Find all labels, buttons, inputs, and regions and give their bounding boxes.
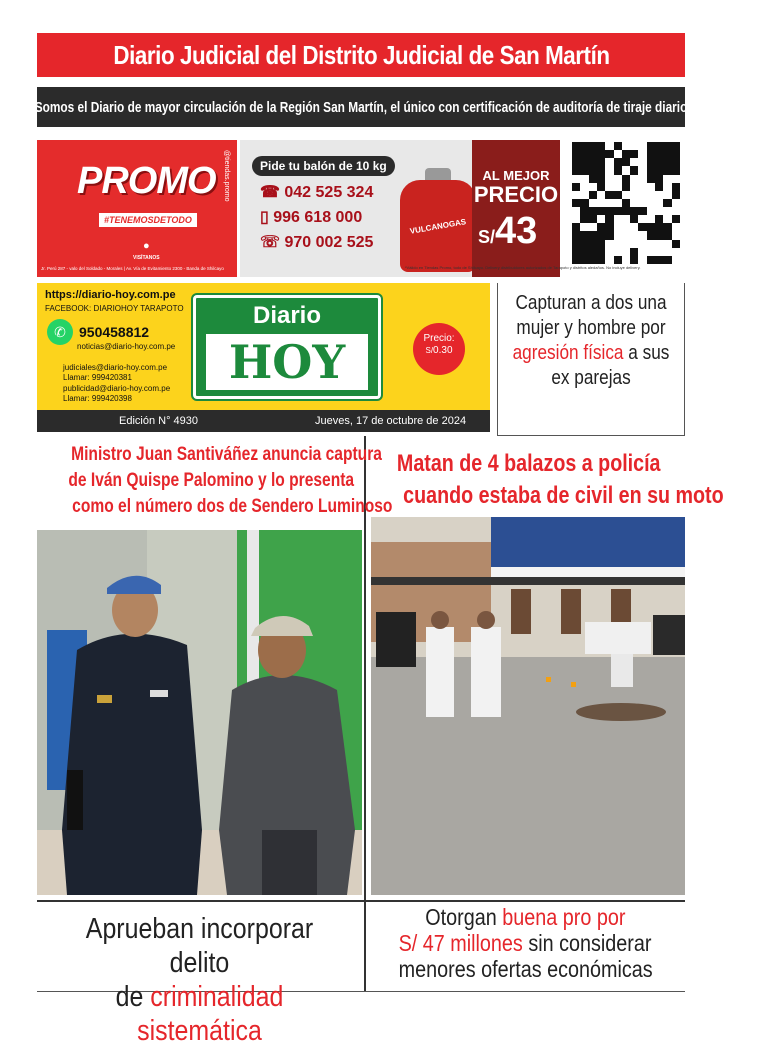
qr-module: [672, 231, 680, 239]
qr-module: [572, 183, 580, 191]
qr-module: [597, 248, 605, 256]
qr-module: [597, 199, 605, 207]
whatsapp-icon: ☏: [260, 234, 285, 251]
qr-module: [580, 223, 588, 231]
qr-module: [630, 256, 638, 264]
logo-hoy-box: [206, 334, 368, 390]
qr-module: [672, 142, 680, 150]
qr-module: [605, 199, 613, 207]
gas-prompt: Pide tu balón de 10 kg: [252, 156, 395, 176]
qr-module: [663, 248, 671, 256]
qr-module: [655, 248, 663, 256]
qr-module: [622, 199, 630, 207]
ads-email[interactable]: publicidad@diario-hoy.com.pe: [63, 384, 171, 393]
qr-module: [655, 223, 663, 231]
qr-module: [597, 166, 605, 174]
qr-module: [622, 191, 630, 199]
qr-module: [622, 207, 630, 215]
qr-module: [647, 223, 655, 231]
qr-module: [614, 223, 622, 231]
qr-module: [589, 240, 597, 248]
qr-module: [672, 248, 680, 256]
gas-price-panel: [472, 140, 560, 277]
qr-module: [589, 175, 597, 183]
qr-module: [622, 150, 630, 158]
qr-module: [647, 158, 655, 166]
logo-diario: Diario: [252, 302, 321, 329]
qr-module: [638, 199, 646, 207]
qr-module: [614, 150, 622, 158]
qr-module: [605, 248, 613, 256]
qr-module: [622, 248, 630, 256]
whatsapp-icon: ✆: [47, 319, 73, 345]
qr-module: [580, 183, 588, 191]
promo-visit: VISÍTANOS: [133, 255, 160, 261]
story-aprueban-highlight: criminalidad sistemática: [137, 981, 284, 1047]
story-capturan-highlight: agresión física: [512, 342, 624, 364]
qr-module: [597, 158, 605, 166]
qr-module: [589, 166, 597, 174]
qr-module: [580, 142, 588, 150]
qr-module: [605, 166, 613, 174]
headline-matan[interactable]: Matan de 4 balazos a policía cuando estaba de civil en su moto: [396, 450, 724, 509]
judicial-phone: Llamar: 999420381: [63, 373, 132, 382]
qr-module: [672, 183, 680, 191]
qr-module: [597, 183, 605, 191]
location-pin-icon: ●: [143, 240, 150, 252]
qr-module: [647, 231, 655, 239]
row-divider: [37, 900, 685, 902]
qr-module: [622, 166, 630, 174]
qr-module: [597, 207, 605, 215]
qr-module: [614, 191, 622, 199]
qr-module: [655, 183, 663, 191]
qr-module: [663, 183, 671, 191]
qr-module: [580, 207, 588, 215]
gas-price-word: PRECIO: [473, 182, 559, 207]
qr-module: [572, 256, 580, 264]
qr-module: [589, 150, 597, 158]
qr-module: [614, 166, 622, 174]
qr-module: [572, 240, 580, 248]
qr-module: [572, 150, 580, 158]
photo-crime-scene-illustration: [371, 517, 685, 895]
qr-module: [605, 175, 613, 183]
qr-module: [655, 191, 663, 199]
qr-module: [655, 142, 663, 150]
qr-module: [580, 199, 588, 207]
qr-module: [589, 199, 597, 207]
qr-module: [655, 256, 663, 264]
facebook-text: FACEBOOK: DIARIOHOY TARAPOTO: [45, 304, 184, 313]
gas-phone-3: ☏ 970 002 525: [260, 234, 374, 251]
qr-module: [672, 223, 680, 231]
qr-module: [589, 256, 597, 264]
headline-ministro[interactable]: Ministro Juan Santiváñez anuncia captura de Iván Quispe Palomino y lo presenta como el número dos de Sendero Luminoso: [68, 444, 393, 517]
qr-module: [614, 215, 622, 223]
qr-module: [622, 223, 630, 231]
ads-phone: Llamar: 999420398: [63, 394, 132, 403]
qr-module: [589, 207, 597, 215]
qr-module: [630, 175, 638, 183]
photo-arrest[interactable]: [37, 530, 362, 895]
qr-module: [630, 158, 638, 166]
qr-module: [622, 158, 630, 166]
qr-module: [614, 183, 622, 191]
qr-module: [589, 231, 597, 239]
qr-module: [672, 175, 680, 183]
qr-module: [589, 191, 597, 199]
qr-module: [589, 215, 597, 223]
qr-module: [655, 199, 663, 207]
price-badge: Precio: S/0.30: [413, 323, 465, 375]
qr-module: [597, 223, 605, 231]
qr-module: [672, 215, 680, 223]
qr-module: [663, 207, 671, 215]
qr-module: [589, 158, 597, 166]
photo-crime-scene[interactable]: [371, 517, 685, 895]
qr-module: [622, 215, 630, 223]
qr-module: [597, 256, 605, 264]
qr-module: [572, 175, 580, 183]
qr-module: [647, 175, 655, 183]
qr-module: [597, 231, 605, 239]
gas-fine-print: *Válido en Tiendas Promo, todo de Shilcayo. Delivery distribuidores autorizados de Tarapoto y distritos aledaños. No incluye delivery.: [405, 265, 641, 270]
qr-module: [630, 199, 638, 207]
judicial-email[interactable]: judiciales@diario-hoy.com.pe: [63, 363, 168, 372]
qr-module: [630, 248, 638, 256]
qr-module: [572, 158, 580, 166]
qr-module: [647, 215, 655, 223]
qr-module: [572, 191, 580, 199]
qr-module: [614, 231, 622, 239]
qr-module: [605, 158, 613, 166]
qr-module: [572, 223, 580, 231]
mobile-icon: ▯: [260, 209, 274, 226]
website-link[interactable]: https://diario-hoy.com.pe: [45, 289, 176, 301]
qr-module: [614, 175, 622, 183]
qr-module: [605, 142, 613, 150]
qr-module: [647, 207, 655, 215]
qr-module: [655, 215, 663, 223]
qr-module: [663, 158, 671, 166]
qr-module: [647, 150, 655, 158]
qr-module: [638, 191, 646, 199]
qr-module: [622, 142, 630, 150]
news-email[interactable]: noticias@diario-hoy.com.pe: [77, 342, 176, 351]
qr-module: [605, 183, 613, 191]
qr-module: [647, 248, 655, 256]
gas-ad[interactable]: [240, 140, 641, 277]
qr-module: [605, 150, 613, 158]
qr-module: [638, 207, 646, 215]
qr-module: [614, 199, 622, 207]
qr-module: [638, 256, 646, 264]
logo-hoy: HOY: [228, 335, 346, 389]
promo-handle: @tiendas.promo: [223, 150, 230, 202]
qr-module: [622, 175, 630, 183]
gas-brand: VULCANOGAS: [409, 217, 467, 236]
qr-module: [614, 142, 622, 150]
edition-date: Jueves, 17 de octubre de 2024: [315, 415, 467, 427]
story-capturan[interactable]: Capturan a dos una mujer y hombre por agresión física a sus ex parejas: [497, 283, 685, 436]
phone-icon: ☎: [260, 184, 285, 201]
qr-module: [663, 231, 671, 239]
qr-module: [647, 166, 655, 174]
qr-module: [605, 191, 613, 199]
qr-module: [597, 191, 605, 199]
qr-module: [605, 256, 613, 264]
qr-module: [647, 183, 655, 191]
qr-module: [655, 166, 663, 174]
qr-module: [580, 158, 588, 166]
qr-module: [655, 158, 663, 166]
qr-module: [638, 248, 646, 256]
qr-module: [580, 240, 588, 248]
qr-module: [663, 256, 671, 264]
edition-number: Edición N° 4930: [119, 415, 199, 427]
qr-module: [630, 142, 638, 150]
qr-module: [605, 231, 613, 239]
qr-module: [580, 150, 588, 158]
qr-module: [630, 191, 638, 199]
qr-module: [672, 191, 680, 199]
qr-module: [614, 240, 622, 248]
qr-module: [589, 142, 597, 150]
qr-module: [655, 240, 663, 248]
qr-module: [605, 223, 613, 231]
qr-module: [647, 191, 655, 199]
qr-module: [572, 166, 580, 174]
qr-module: [663, 215, 671, 223]
qr-module: [597, 150, 605, 158]
qr-code[interactable]: [572, 142, 680, 264]
qr-module: [663, 166, 671, 174]
qr-module: [605, 240, 613, 248]
qr-module: [638, 223, 646, 231]
qr-module: [630, 215, 638, 223]
qr-module: [638, 158, 646, 166]
qr-module: [580, 215, 588, 223]
qr-module: [630, 150, 638, 158]
promo-hashtag: #TENEMOSDETODO: [99, 213, 197, 227]
qr-module: [630, 183, 638, 191]
qr-module: [638, 240, 646, 248]
qr-module: [672, 166, 680, 174]
qr-module: [638, 150, 646, 158]
masthead-info-block: [37, 283, 490, 410]
qr-module: [672, 240, 680, 248]
qr-module: [663, 223, 671, 231]
qr-module: [655, 150, 663, 158]
whatsapp-number: 950458812: [79, 324, 150, 340]
qr-module: [614, 248, 622, 256]
qr-module: [663, 175, 671, 183]
qr-module: [605, 207, 613, 215]
gas-phone-1: ☎ 042 525 324: [260, 184, 374, 201]
qr-module: [597, 175, 605, 183]
promo-word: PROMO: [77, 160, 216, 202]
qr-module: [655, 231, 663, 239]
qr-module: [647, 240, 655, 248]
qr-module: [638, 142, 646, 150]
photo-arrest-illustration: [37, 530, 362, 895]
qr-module: [672, 158, 680, 166]
qr-module: [572, 248, 580, 256]
diario-hoy-logo: [193, 295, 381, 399]
qr-module: [663, 150, 671, 158]
qr-module: [614, 256, 622, 264]
qr-module: [580, 191, 588, 199]
qr-module: [622, 231, 630, 239]
qr-module: [672, 199, 680, 207]
gas-amount: S/43: [478, 210, 538, 252]
qr-module: [663, 191, 671, 199]
qr-module: [589, 223, 597, 231]
qr-module: [638, 175, 646, 183]
qr-module: [638, 215, 646, 223]
masthead-tagline: Somos el Diario de mayor circulación de la Región San Martín, el único con certificación de auditoría de tiraje diario: [37, 87, 685, 127]
qr-module: [647, 142, 655, 150]
masthead-title: Diario Judicial del Distrito Judicial de San Martín: [37, 33, 685, 77]
promo-address: Jr. Perú 287 - valo del Soldado - Morales | Av. Vía de Evitamiento 2300 - Banda de Shilcayo: [41, 266, 224, 271]
story-aprueban[interactable]: Aprueban incorporar delito de criminalidad sistemática: [85, 913, 314, 1047]
qr-module: [622, 240, 630, 248]
qr-module: [630, 207, 638, 215]
qr-module: [630, 231, 638, 239]
qr-module: [630, 240, 638, 248]
qr-module: [572, 142, 580, 150]
qr-module: [622, 256, 630, 264]
qr-module: [597, 240, 605, 248]
qr-module: [614, 207, 622, 215]
gas-best: AL MEJOR: [482, 168, 550, 183]
qr-module: [597, 215, 605, 223]
qr-module: [589, 183, 597, 191]
gas-phone-2: ▯ 996 618 000: [260, 209, 363, 226]
story-otorgan[interactable]: Otorgan buena pro por S/ 47 millones sin considerar menores ofertas económicas: [398, 904, 653, 982]
qr-module: [614, 158, 622, 166]
qr-module: [572, 207, 580, 215]
qr-module: [580, 231, 588, 239]
qr-module: [589, 248, 597, 256]
qr-module: [622, 183, 630, 191]
qr-module: [638, 183, 646, 191]
qr-module: [580, 166, 588, 174]
qr-module: [580, 175, 588, 183]
qr-module: [647, 199, 655, 207]
qr-module: [630, 166, 638, 174]
qr-module: [572, 231, 580, 239]
qr-module: [672, 207, 680, 215]
qr-module: [638, 231, 646, 239]
qr-module: [663, 142, 671, 150]
qr-module: [672, 150, 680, 158]
qr-module: [663, 240, 671, 248]
qr-module: [580, 248, 588, 256]
qr-module: [572, 199, 580, 207]
qr-module: [580, 256, 588, 264]
qr-module: [663, 199, 671, 207]
promo-ad[interactable]: [37, 140, 237, 277]
edition-bar: [37, 410, 490, 432]
qr-module: [655, 207, 663, 215]
qr-module: [572, 215, 580, 223]
qr-module: [655, 175, 663, 183]
qr-module: [638, 166, 646, 174]
qr-module: [672, 256, 680, 264]
qr-module: [630, 223, 638, 231]
qr-module: [605, 215, 613, 223]
qr-module: [647, 256, 655, 264]
qr-module: [597, 142, 605, 150]
